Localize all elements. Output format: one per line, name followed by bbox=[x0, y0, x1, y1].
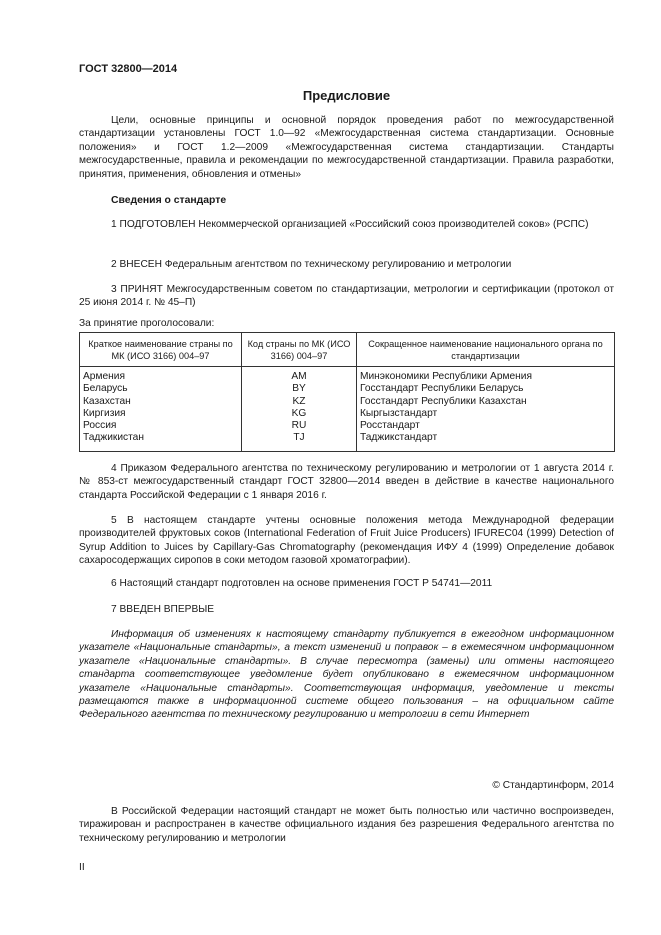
country-name: Россия bbox=[80, 420, 242, 432]
column-header-agency: Сокращенное наименование национального органа по стандартизации bbox=[357, 333, 615, 367]
rights-notice: В Российской Федерации настоящий стандарт не может быть полностью или частично воспроизведен, тиражирован и распространен в качестве официального издания без разрешения Федерального агентства по техническому регулированию и метрологии bbox=[79, 806, 614, 844]
country-code: KZ bbox=[242, 396, 357, 408]
page-number: II bbox=[79, 862, 85, 873]
item-2-paragraph: 2 ВНЕСЕН Федеральным агентством по техническому регулированию и метрологии bbox=[111, 259, 512, 270]
country-name: Казахстан bbox=[80, 396, 242, 408]
copyright-notice: © Стандартинформ, 2014 bbox=[492, 780, 614, 791]
section-heading: Сведения о стандарте bbox=[111, 195, 227, 206]
country-code: RU bbox=[242, 420, 357, 432]
agency-name: Таджикстандарт bbox=[357, 432, 615, 451]
item-4-paragraph: 4 Приказом Федерального агентства по техническому регулированию и метрологии от 1 августа 2014 г. № 853-ст межгосударственный стандарт ГОСТ 32800—2014 введен в действие в качестве национального стандарта Российской Федерации с 1 января 2016 г. bbox=[79, 463, 614, 501]
country-code: TJ bbox=[242, 432, 357, 451]
country-code: AM bbox=[242, 367, 357, 384]
item-6-paragraph: 6 Настоящий стандарт подготовлен на основе применения ГОСТ Р 54741—2011 bbox=[111, 578, 493, 589]
agency-name: Госстандарт Республики Казахстан bbox=[357, 396, 615, 408]
country-name: Беларусь bbox=[80, 383, 242, 395]
item-3-paragraph: 3 ПРИНЯТ Межгосударственным советом по стандартизации, метрологии и сертификации (протокол от 25 июня 2014 г. № 45–П) bbox=[79, 284, 614, 309]
agency-name: Кыргызстандарт bbox=[357, 408, 615, 420]
table-row bbox=[80, 383, 615, 395]
agency-name: Минэкономики Республики Армения bbox=[357, 367, 615, 384]
intro-paragraph: Цели, основные принципы и основной порядок проведения работ по межгосударственной стандартизации установлены ГОСТ 1.0—92 «Межгосударственная система стандартизации. Основные положения» и ГОСТ 1.2—2009 «Межгосударственная система стандартизации. Стандарты межгосударственные, правила и рекомендации по межгосударственной стандартизации. Правила разработки, принятия, применения, обновления и отмены» bbox=[79, 115, 614, 180]
vote-label: За принятие проголосовали: bbox=[79, 318, 215, 329]
country-code: KG bbox=[242, 408, 357, 420]
voting-countries-table bbox=[79, 332, 615, 452]
page-title: Предисловие bbox=[302, 88, 391, 103]
column-header-country: Краткое наименование страны по МК (ИСО 3166) 004–97 bbox=[80, 333, 242, 367]
country-name: Таджикистан bbox=[80, 432, 242, 451]
country-name: Армения bbox=[80, 367, 242, 384]
item-1-paragraph: 1 ПОДГОТОВЛЕН Некоммерческой организацией «Российский союз производителей соков» (РСПС) bbox=[111, 219, 589, 230]
country-code: BY bbox=[242, 383, 357, 395]
table-row bbox=[80, 432, 615, 451]
agency-name: Росстандарт bbox=[357, 420, 615, 432]
item-5-paragraph: 5 В настоящем стандарте учтены основные положения метода Международной федерации производителей фруктовых соков (International Federation of Fruit Juice Producers) IFUREC04 (1999) Detection of Syrup Addition to Juices by Capillary-Gas Chromatography (рекомендация ИФУ 4 (1999) Определение добавок сахаросодержащих сиропов в соки методом газовой хроматографии). bbox=[79, 515, 614, 567]
country-name: Киргизия bbox=[80, 408, 242, 420]
table-header-row bbox=[80, 333, 615, 367]
table-row bbox=[80, 408, 615, 420]
table-row bbox=[80, 367, 615, 384]
column-header-code: Код страны по МК (ИСО 3166) 004–97 bbox=[242, 333, 357, 367]
table-row bbox=[80, 396, 615, 408]
table-row bbox=[80, 420, 615, 432]
information-notice: Информация об изменениях к настоящему стандарту публикуется в ежегодном информационном указателе «Национальные стандарты», а текст изменений и поправок – в ежемесячном информационном указателе «Национальные стандарты». В случае пересмотра (замены) или отмены настоящего стандарта соответствующее уведомление будет опубликовано в ежемесячном информационном указателе «Национальные стандарты». Соответствующая информация, уведомление и тексты размещаются также в информационной системе общего пользования – на официальном сайте Федерального агентства по техническому регулированию и метрологии в сети Интернет bbox=[79, 629, 614, 721]
item-7-paragraph: 7 ВВЕДЕН ВПЕРВЫЕ bbox=[111, 604, 215, 615]
document-code-header: ГОСТ 32800—2014 bbox=[79, 63, 178, 75]
agency-name: Госстандарт Республики Беларусь bbox=[357, 383, 615, 395]
